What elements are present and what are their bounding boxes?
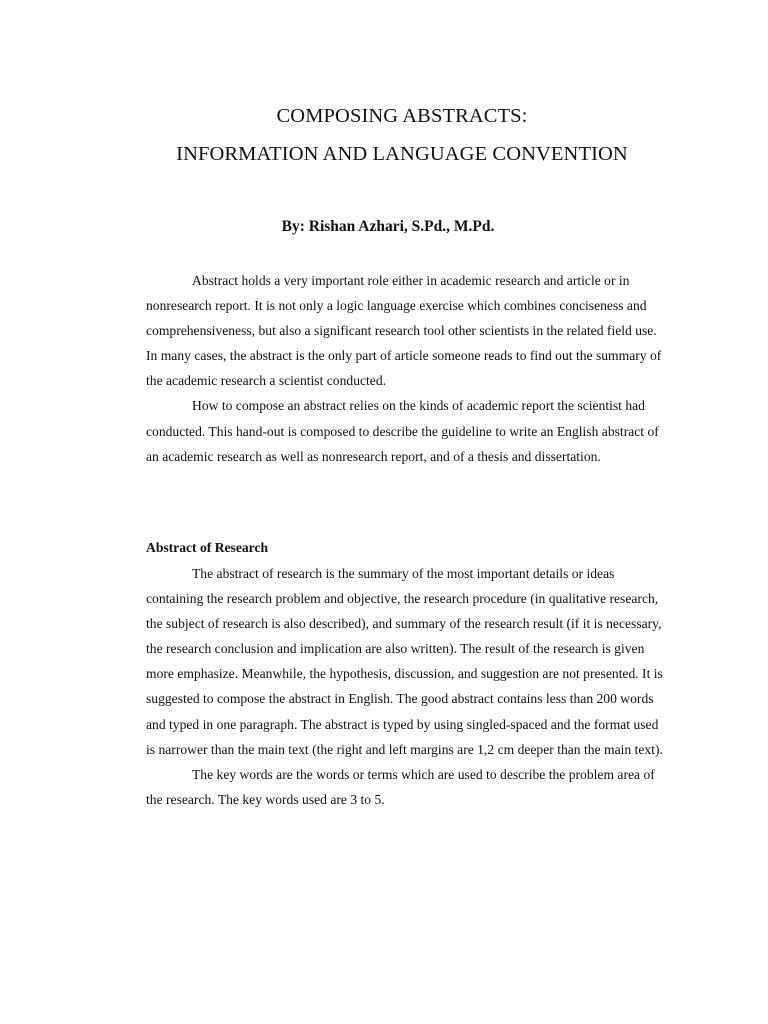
section-heading: Abstract of Research	[146, 540, 269, 555]
document-author: By: Rishan Azhari, S.Pd., M.Pd.	[281, 218, 495, 235]
section-paragraph: The abstract of research is the summary of the most important details or ideas containing the research problem and objective, the research procedure (in qualitative research, the subject of research is also described), and summary of the research result (if it is necessary, the research conclusion and implication are also written). The result of the research is given more emphasize. Meanwhile, the hypothesis, discussion, and suggestion are not presented. It is suggested to compose the abstract in English. The good abstract contains less than 200 words and typed in one paragraph. The abstract is typed by using singled-spaced and the format used is narrower than the main text (the right and left margins are 1,2 cm deeper than the main text).	[146, 566, 663, 757]
document-title-line-1: COMPOSING ABSTRACTS:	[276, 105, 528, 127]
research-abstract-section	[146, 561, 666, 812]
intro-paragraph: How to compose an abstract relies on the kinds of academic report the scientist had conducted. This hand-out is composed to describe the guideline to write an English abstract of an academic research as well as nonresearch report, and of a thesis and dissertation.	[146, 398, 659, 464]
intro-section	[146, 268, 666, 469]
document-title-line-2: INFORMATION AND LANGUAGE CONVENTION	[176, 143, 628, 165]
intro-paragraph: Abstract holds a very important role either in academic research and article or in nonresearch report. It is not only a logic language exercise which combines conciseness and comprehensiveness, but also a significant research tool other scientists in the related field use. In many cases, the abstract is the only part of article someone reads to find out the summary of the academic research a scientist conducted.	[146, 273, 662, 389]
section-paragraph: The key words are the words or terms which are used to describe the problem area of the research. The key words used are 3 to 5.	[146, 766, 655, 807]
